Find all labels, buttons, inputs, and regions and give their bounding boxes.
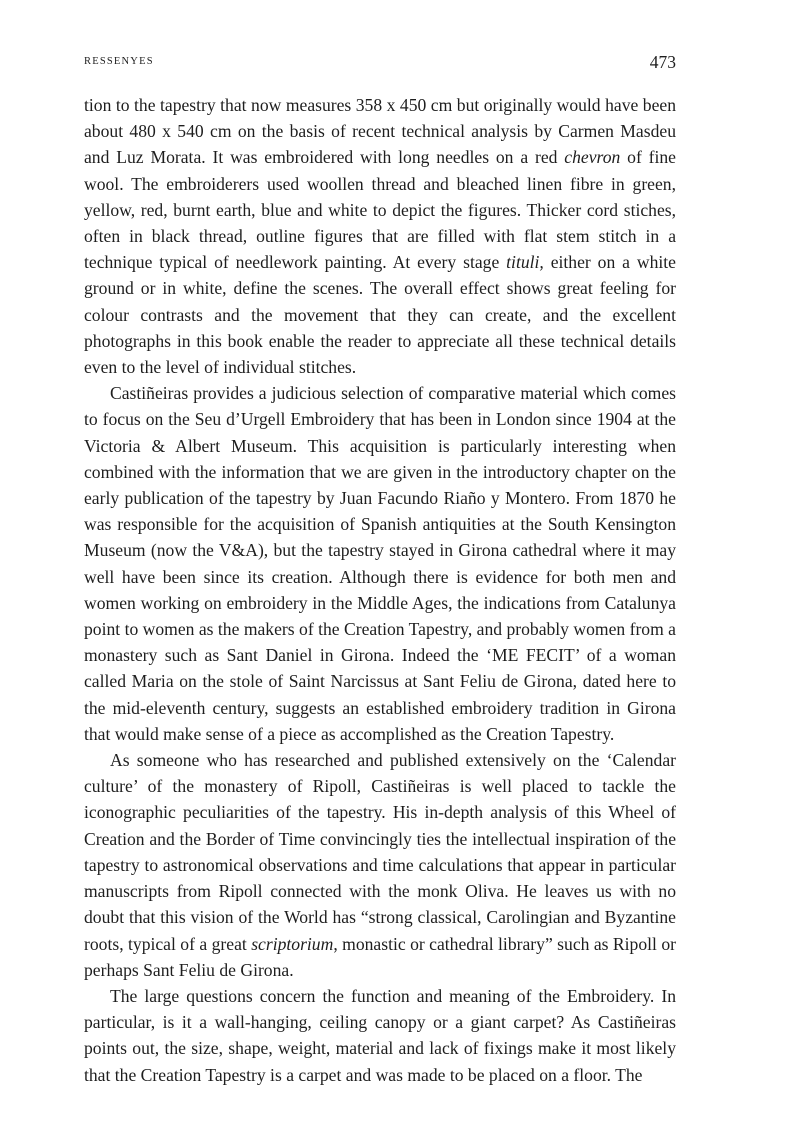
text-segment: As someone who has researched and published extensively on the ‘Calendar culture’ of the monastery of Ripoll, Castiñeiras is well placed to tackle the iconographic peculiarities of the tapestry. His in-depth analysis of this Wheel of Creation and the Border of Time convincingly ties the intellectual inspiration of the tapestry to astronomical observations and time calculations that appear in particular manuscripts from Ripoll connected with the monk Oliva. He leaves us with no doubt that this vision of the World has “strong classical, Carolingian and Byzantine roots, typical of a great: [84, 750, 676, 954]
paragraph-3: [84, 747, 676, 983]
paragraph-4: [84, 983, 676, 1088]
page-number: 473: [649, 52, 676, 72]
italic-term: scriptorium: [251, 933, 334, 954]
text-segment: , monastic or cathedral library” such as Ripoll or perhaps Sant Feliu de Girona.: [84, 933, 676, 980]
paragraph-1: [84, 92, 676, 380]
text-segment: The large questions concern the function and meaning of the Embroidery. In particular, is it a wall-hanging, ceiling canopy or a giant carpet? As Castiñeiras points out, the size, shape, weight, material and lack of fixings make it most likely that the Creation Tapestry is a carpet and was made to be placed on a floor. The: [84, 985, 676, 1085]
text-segment: tion to the tapestry that now measures 358 x 450 cm but originally would have been about 480 x 540 cm on the basis of recent technical analysis by Carmen Masdeu and Luz Morata. It was embroidered with long needles on a red: [84, 95, 676, 168]
paragraph-2: [84, 380, 676, 747]
italic-term: tituli,: [506, 252, 544, 273]
text-segment: of fine wool. The embroiderers used woollen thread and bleached linen fibre in green, yellow, red, burnt earth, blue and white to depict the figures. Thicker cord stiches, often in black thread, outline figures that are filled with flat stem stitch in a technique typical of needlework painting. At every stage: [84, 147, 676, 273]
text-segment: Castiñeiras provides a judicious selection of comparative material which comes to focus on the Seu d’Urgell Embroidery that has been in London since 1904 at the Victoria & Albert Museum. This acquisition is particularly interesting when combined with the information that we are given in the introductory chapter on the early publication of the tapestry by Juan Facundo Riaño y Montero. From 1870 he was responsible for the acquisition of Spanish antiquities at the South Kensington Museum (now the V&A), but the tapestry stayed in Girona cathedral where it may well have been since its creation. Although there is evidence for both men and women working on embroidery in the Middle Ages, the indications from Catalunya point to women as the makers of the Creation Tapestry, and probably women from a monastery such as Sant Daniel in Girona. Indeed the ‘ME FECIT’ of a woman called Maria on the stole of Saint Narcissus at Sant Feliu de Girona, dated here to the mid-eleventh century, suggests an established embroidery tradition in Girona that would make sense of a piece as accomplished as the Creation Tapestry.: [84, 383, 676, 744]
italic-term: chevron: [564, 147, 621, 168]
body-text: [84, 92, 676, 1088]
section-title: RESSENYES: [84, 56, 154, 67]
running-head: [84, 52, 676, 76]
text-segment: either on a white ground or in white, define the scenes. The overall effect shows great feeling for colour contrasts and the movement that they can create, and the excellent photographs in this book enable the reader to appreciate all these technical details even to the level of individual stitches.: [84, 252, 676, 378]
